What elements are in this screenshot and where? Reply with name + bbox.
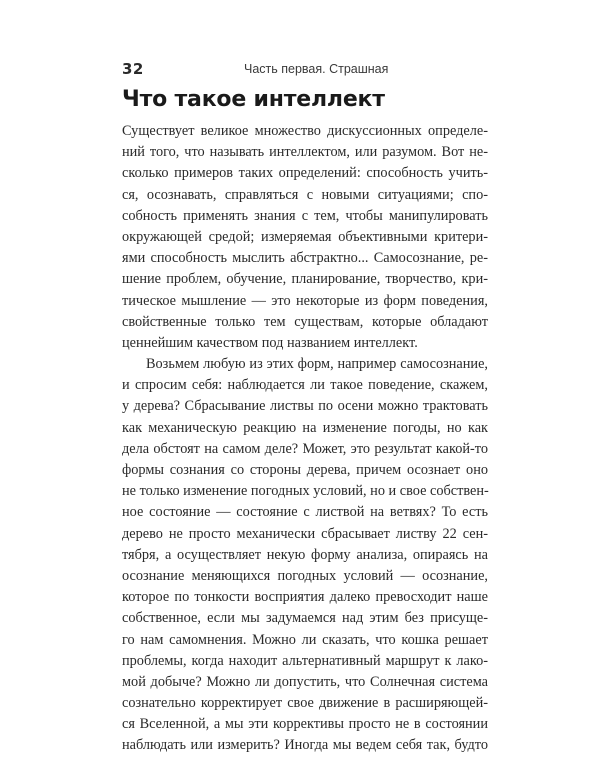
text-line: окружающей средой; измеряемая объективными критери-	[122, 228, 488, 245]
text-line: Возьмем любую из этих форм, например самосознание,	[146, 356, 488, 373]
text-line: собность применять знания с тем, чтобы манипулировать	[122, 207, 488, 224]
text-line: собственное, если мы задумаемся над этим без присуще-	[122, 610, 488, 627]
paragraph-1	[122, 121, 488, 354]
text-line: дерево не просто механически сбрасывает листву 22 сен-	[122, 525, 488, 542]
text-line: не только изменение погодных условий, но и свое собствен-	[122, 483, 489, 500]
running-head	[120, 60, 500, 80]
text-line: и спросим себя: наблюдается ли такое поведение, скажем,	[122, 377, 488, 394]
text-line: которое по тонкости восприятия далеко превосходит наше	[122, 589, 488, 606]
text-line: осознание меняющихся погодных условий — осознание,	[122, 567, 488, 584]
text-line: ся, осознавать, справляться с новыми ситуациями; спо-	[122, 186, 488, 203]
text-line: тическое мышление — это некоторые из форм поведения,	[122, 292, 488, 309]
text-line: свойственные только тем существам, которые обладают	[122, 313, 488, 330]
text-line: как механическую реакцию на изменение погоды, но как	[122, 419, 488, 436]
text-line: го нам самомнения. Можно ли сказать, что кошка решает	[122, 631, 488, 648]
text-line: тября, а осуществляет некую форму анализа, опираясь на	[122, 546, 488, 563]
text-line: у дерева? Сбрасывание листвы по осени можно трактовать	[122, 398, 488, 415]
text-line: ся Вселенной, а мы эти коррективы просто не в состоянии	[122, 716, 488, 733]
text-line: наблюдать или измерить? Иногда мы ведем себя так, будто	[122, 737, 488, 754]
text-line: сознательно корректирует свое движение в расширяющей-	[122, 695, 488, 712]
text-line: ное состояние — состояние с листвой на ветвях? То есть	[122, 504, 488, 521]
text-line: шение проблем, обучение, планирование, творчество, кри-	[122, 271, 488, 288]
text-line: мой добыче? Можно ли допустить, что Солнечная система	[122, 673, 488, 690]
paragraph-2	[122, 354, 488, 757]
text-line: проблемы, когда находит альтернативный маршрут к лако-	[122, 652, 488, 669]
part-title: Часть первая. Страшная	[244, 62, 389, 76]
text-line: ями способность мыслить абстрактно... Самосознание, ре-	[122, 250, 488, 267]
text-line: сколько примеров таких определений: способность учить-	[122, 165, 488, 182]
text-line: формы сознания со стороны дерева, причем осознает оно	[122, 462, 488, 478]
text-line: ценнейшим качеством под названием интеллект.	[122, 334, 418, 351]
text-line: ний того, что называть интеллектом, или разумом. Вот не-	[122, 144, 488, 161]
text-line: Существует великое множество дискуссионных определе-	[122, 123, 488, 139]
text-line: дела обстоят на самом деле? Может, это результат какой-то	[122, 440, 488, 457]
chapter-heading: Что такое интеллект	[122, 87, 385, 112]
body-text	[122, 121, 488, 757]
page-number: 32	[122, 60, 144, 78]
